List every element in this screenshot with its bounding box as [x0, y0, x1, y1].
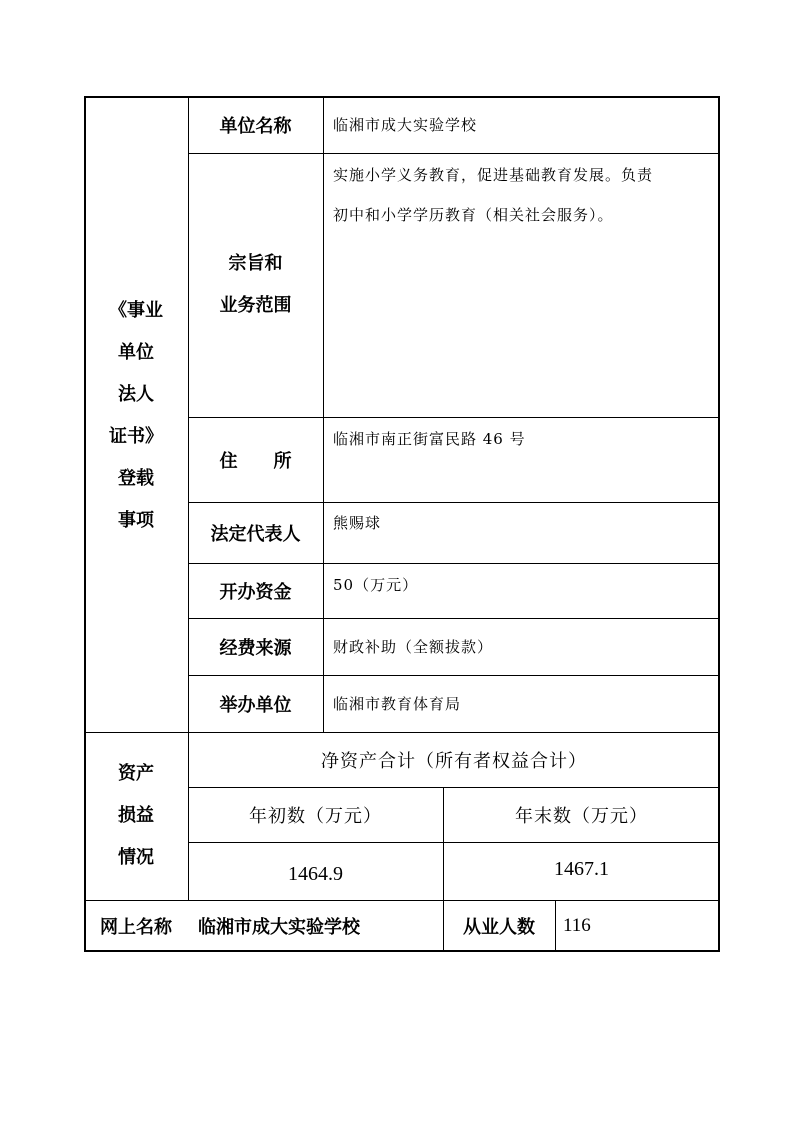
online-name-label: 网上名称 — [100, 917, 172, 938]
funding-value: 财政补助（全额拔款） — [333, 638, 494, 656]
end-year-value: 1467.1 — [554, 857, 609, 880]
legal-rep-value: 熊赐球 — [333, 514, 382, 532]
section-label-line: 证书》 — [109, 426, 163, 447]
purpose-label — [188, 153, 323, 417]
address-label: 住 所 — [219, 450, 292, 472]
section-label-line: 登载 — [118, 468, 154, 489]
online-name-value: 临湘市成大实验学校 — [198, 917, 360, 938]
staff-count-label: 从业人数 — [463, 917, 535, 938]
sponsor-label: 举办单位 — [219, 694, 292, 716]
registration-section-label — [84, 286, 188, 546]
purpose-value — [323, 153, 720, 417]
address-value: 临湘市南正街富民路 46 号 — [333, 430, 526, 448]
purpose-label-line: 业务范围 — [219, 295, 292, 316]
legal-rep-label: 法定代表人 — [210, 523, 301, 545]
sponsor-value: 临湘市教育体育局 — [333, 695, 462, 713]
assets-label-line: 资产 — [118, 763, 154, 784]
capital-value: 50（万元） — [333, 576, 419, 594]
section-label-line: 《事业 — [109, 300, 163, 321]
begin-year-label: 年初数（万元） — [249, 805, 382, 827]
unit-name-value: 临湘市成大实验学校 — [333, 116, 478, 134]
purpose-line: 初中和小学学历教育（相关社会服务）。 — [333, 206, 614, 224]
assets-label-line: 损益 — [118, 805, 154, 826]
net-assets-header: 净资产合计（所有者权益合计） — [321, 750, 587, 772]
section-label-line: 事项 — [118, 510, 154, 531]
unit-name-label: 单位名称 — [219, 115, 292, 137]
purpose-line: 实施小学义务教育，促进基础教育发展。负责 — [333, 166, 654, 184]
funding-label: 经费来源 — [219, 637, 292, 659]
section-label-line: 法人 — [118, 384, 154, 405]
purpose-label-line: 宗旨和 — [228, 253, 283, 274]
section-label-line: 单位 — [118, 342, 154, 363]
capital-label: 开办资金 — [219, 581, 292, 603]
assets-section-label — [84, 732, 188, 900]
assets-label-line: 情况 — [118, 847, 154, 868]
registration-form — [84, 96, 720, 952]
end-year-label: 年末数（万元） — [515, 805, 648, 827]
staff-count-value: 116 — [563, 915, 591, 936]
begin-year-value: 1464.9 — [288, 862, 343, 885]
